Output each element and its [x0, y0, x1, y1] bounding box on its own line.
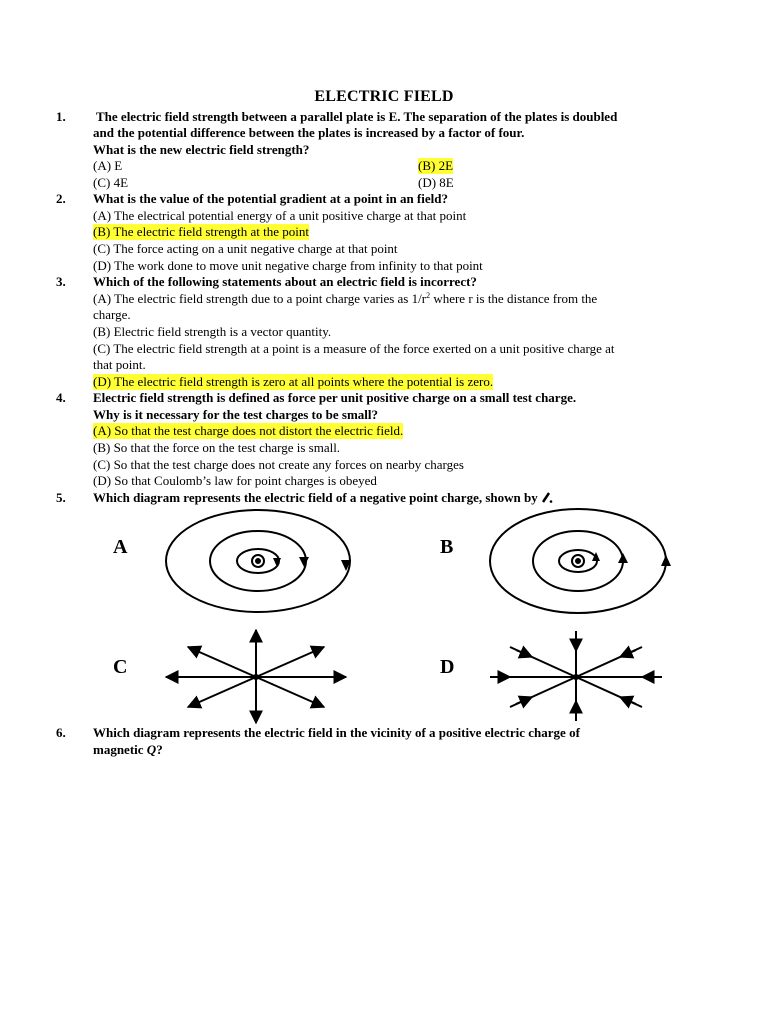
q5-stem-text: Which diagram represents the electric field of a negative point charge, shown by: [93, 490, 538, 505]
q1-option-c: (C) 4E: [93, 175, 129, 190]
q4-option-d: (D) So that Coulomb’s law for point charges is obeyed: [93, 473, 377, 488]
diagram-c-field-line-ne: [256, 647, 324, 677]
q2-number: 2.: [56, 191, 66, 206]
diagram-c-field-line-nw: [188, 647, 256, 677]
q3-option-d-answer: (D) The electric field strength is zero at all points where the potential is zero.: [93, 374, 494, 389]
q4-option-c: (C) So that the test charge does not create any forces on nearby charges: [93, 457, 464, 472]
q6-stem-line1: Which diagram represents the electric field in the vicinity of a positive electric charge of: [93, 725, 580, 740]
q1-stem-line1: The electric field strength between a parallel plate is E. The separation of the plates is doubled: [96, 109, 618, 124]
q6-stem-line2-end: ?: [156, 742, 163, 757]
diagram-b-outer-arrow-icon: [661, 555, 671, 566]
diagram-d-arrow-sw-icon: [516, 697, 532, 704]
q1-option-d: (D) 8E: [418, 175, 454, 190]
q1-stem-line2: and the potential difference between the plates is increased by a factor of four.: [93, 125, 525, 140]
diagram-a-middle-arrow-icon: [299, 557, 309, 567]
diagram-d-arrow-ne-icon: [620, 650, 636, 657]
q6-charge-symbol: Q: [146, 742, 157, 757]
q3-option-c: (C) The electric field strength at a point is a measure of the force exerted on a unit positive charge at: [93, 341, 615, 356]
q3-option-c-line2: that point.: [93, 357, 146, 372]
q3-option-a-exponent: 2: [426, 291, 431, 300]
q4-stem-line2: Why is it necessary for the test charges to be small?: [93, 407, 378, 422]
diagram-c-label: C: [113, 656, 128, 678]
diagram-a: [113, 510, 351, 612]
q5-diagrams: [0, 505, 768, 735]
diagram-a-charge: [255, 558, 261, 564]
q2-option-d: (D) The work done to move unit negative charge from infinity to that point: [93, 258, 483, 273]
q1-option-b-answer: (B) 2E: [418, 158, 454, 173]
negative-charge-symbol-icon: [541, 491, 553, 503]
q1-stem-line3: What is the new electric field strength?: [93, 142, 310, 157]
q4-stem-line1: Electric field strength is defined as force per unit positive charge on a small test charge.: [93, 390, 577, 405]
diagram-b-middle-arrow-icon: [618, 553, 628, 563]
diagram-d: [440, 631, 662, 721]
q6-number: 6.: [56, 725, 66, 740]
q1-number: 1.: [56, 109, 66, 124]
page-title: ELECTRIC FIELD: [314, 88, 454, 105]
q3-option-b: (B) Electric field strength is a vector quantity.: [93, 324, 332, 339]
diagram-d-arrow-se-icon: [620, 697, 636, 704]
q3-stem: Which of the following statements about an electric field is incorrect?: [93, 274, 477, 289]
q2-option-b-answer: (B) The electric field strength at the point: [93, 224, 309, 239]
q3-option-a-text-end: where r is the distance from the: [430, 291, 598, 306]
q4-number: 4.: [56, 390, 66, 405]
q6-stem-line2: [93, 742, 163, 758]
q3-option-a-line2: charge.: [93, 307, 131, 322]
q2-stem: What is the value of the potential gradient at a point in an field?: [93, 191, 448, 206]
diagram-c-charge: [253, 674, 259, 680]
q6-stem-line2-text: magnetic: [93, 742, 147, 757]
diagram-c-field-line-se: [256, 677, 324, 707]
q3-option-a-text: (A) The electric field strength due to a point charge varies as 1/r: [93, 291, 427, 306]
q5-number: 5.: [56, 490, 66, 505]
q5-stem: [93, 490, 553, 506]
diagram-c: [113, 630, 346, 723]
q3-number: 3.: [56, 274, 66, 289]
diagram-b: [440, 509, 671, 613]
diagram-c-field-line-sw: [188, 677, 256, 707]
diagram-d-charge: [573, 674, 579, 680]
q4-option-b: (B) So that the force on the test charge is small.: [93, 440, 341, 455]
diagram-b-label: B: [440, 536, 454, 558]
diagram-d-label: D: [440, 656, 455, 678]
q4-option-a-answer: (A) So that the test charge does not distort the electric field.: [93, 423, 404, 438]
q2-option-c: (C) The force acting on a unit negative charge at that point: [93, 241, 398, 256]
diagram-b-charge: [575, 558, 581, 564]
diagram-d-arrow-nw-icon: [516, 650, 532, 657]
q3-option-a: [93, 291, 597, 307]
q1-option-a: (A) E: [93, 158, 123, 173]
q2-option-a: (A) The electrical potential energy of a unit positive charge at that point: [93, 208, 467, 223]
diagram-a-label: A: [113, 536, 128, 558]
